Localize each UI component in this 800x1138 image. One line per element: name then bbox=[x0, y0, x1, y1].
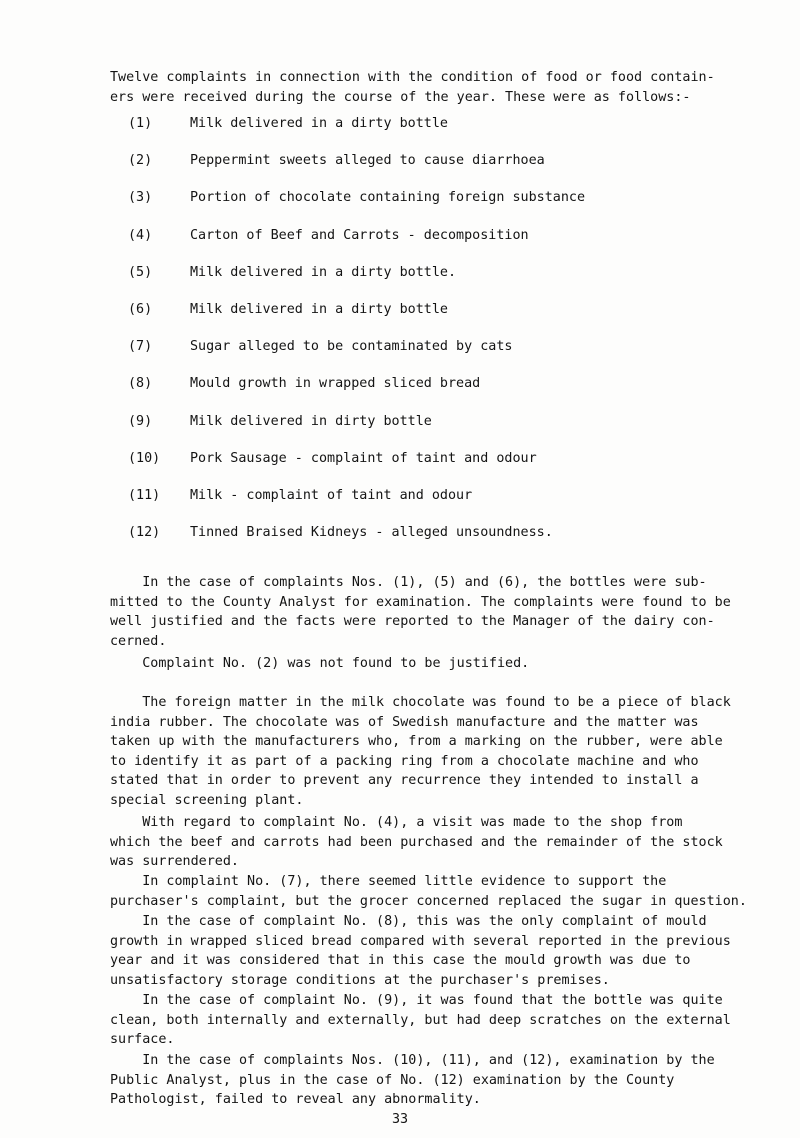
paragraph-complaint-8: In the case of complaint No. (8), this was the only complaint of mould growth in wrapped sliced bread compared with several reported in the previous year and it was considered that in this case the mould growth was due to unsatisfactory storage conditions at the purchaser's premises. bbox=[110, 914, 731, 988]
list-item bbox=[128, 300, 688, 337]
complaint-text: Mould growth in wrapped sliced bread bbox=[190, 376, 481, 392]
complaint-number: (2) bbox=[128, 153, 153, 169]
complaint-number: (12) bbox=[128, 525, 161, 541]
intro-paragraph: Twelve complaints in connection with the condition of food or food contain- ers were received during the course of the year. These were as follows:- bbox=[110, 70, 715, 105]
complaint-text: Milk delivered in a dirty bottle. bbox=[190, 264, 457, 280]
complaint-text: Portion of chocolate containing foreign substance bbox=[190, 190, 586, 206]
complaint-text: Milk delivered in a dirty bottle bbox=[190, 116, 448, 131]
complaint-number: (10) bbox=[128, 450, 161, 466]
complaint-number: (11) bbox=[128, 487, 161, 503]
complaint-number: (7) bbox=[128, 339, 153, 355]
complaint-number: (6) bbox=[128, 301, 153, 317]
list-item bbox=[128, 188, 688, 225]
complaint-text: Pork Sausage - complaint of taint and odour bbox=[190, 450, 537, 466]
complaint-text: Tinned Braised Kidneys - alleged unsoundness. bbox=[190, 525, 553, 541]
paragraph-foreign-matter: The foreign matter in the milk chocolate was found to be a piece of black india rubber. The chocolate was of Swedish manufacture and the matter was taken up with the manufacturers who, from a marking on the rubber, were able to identify it as part of a packing ring from a chocolate machine and who stated that in order to prevent any recurrence they intended to install a special screening plant. bbox=[110, 695, 731, 808]
complaint-number: (3) bbox=[128, 190, 153, 206]
complaint-text: Peppermint sweets alleged to cause diarrhoea bbox=[190, 153, 545, 169]
paragraph-complaints-10-12: In the case of complaints Nos. (10), (11), and (12), examination by the Public Analyst, plus in the case of No. (12) examination by the County Pathologist, failed to reveal any abnormality. bbox=[110, 1053, 715, 1107]
list-item bbox=[128, 486, 688, 523]
paragraph-complaint-7: In complaint No. (7), there seemed little evidence to support the purchaser's complaint, but the grocer concerned replaced the sugar in question. bbox=[110, 874, 747, 909]
paragraph-complaint-2: Complaint No. (2) was not found to be justified. bbox=[110, 656, 530, 671]
page-number: 33 bbox=[391, 1112, 409, 1127]
complaint-number: (8) bbox=[128, 376, 153, 392]
list-item bbox=[128, 337, 688, 374]
complaint-text: Carton of Beef and Carrots - decomposition bbox=[190, 227, 529, 243]
complaints-list bbox=[128, 114, 688, 560]
paragraph-complaint-9: In the case of complaint No. (9), it was found that the bottle was quite clean, both internally and externally, but had deep scratches on the external surface. bbox=[110, 993, 731, 1047]
complaint-text: Milk delivered in a dirty bottle bbox=[190, 301, 448, 317]
list-item bbox=[128, 374, 688, 411]
paragraph-bottles-analyst: In the case of complaints Nos. (1), (5) and (6), the bottles were sub- mitted to the County Analyst for examination. The complaints were found to be well justified and the facts were reported to the Manager of the dairy con- cerned. bbox=[110, 575, 731, 649]
complaint-text: Milk - complaint of taint and odour bbox=[190, 487, 473, 503]
list-item bbox=[128, 449, 688, 486]
list-item bbox=[128, 263, 688, 300]
list-item bbox=[128, 114, 688, 151]
complaint-number: (5) bbox=[128, 264, 153, 280]
complaint-number: (1) bbox=[128, 116, 153, 131]
complaint-text: Sugar alleged to be contaminated by cats bbox=[190, 339, 513, 355]
complaint-number: (9) bbox=[128, 413, 153, 429]
list-item bbox=[128, 412, 688, 449]
list-item bbox=[128, 226, 688, 263]
complaint-text: Milk delivered in dirty bottle bbox=[190, 413, 432, 429]
complaint-number: (4) bbox=[128, 227, 153, 243]
list-item bbox=[128, 151, 688, 188]
paragraph-complaint-4: With regard to complaint No. (4), a visit was made to the shop from which the beef and carrots had been purchased and the remainder of the stock was surrendered. bbox=[110, 815, 723, 869]
list-item bbox=[128, 523, 688, 560]
